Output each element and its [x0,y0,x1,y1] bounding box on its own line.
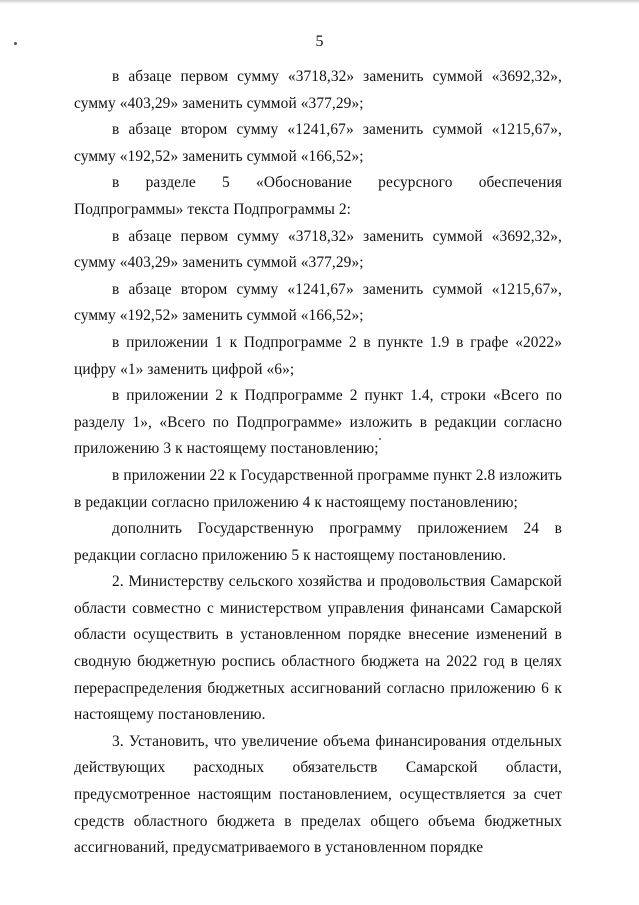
paragraph: в абзаце первом сумму «3718,32» заменить суммой «3692,32», сумму «403,29» заменить суммой «377,29»; [74,68,562,112]
paragraph: в абзаце первом сумму «3718,32» заменить суммой «3692,32», сумму «403,29» заменить суммой «377,29»; [74,227,562,272]
paragraph: 3. Установить, что увеличение объема финансирования отдельных действующих расходных обязательств Самарской области, предусмотренное настоящим постановлением, осуществляется за счет средств областного бюджета в пределах общего объема бюджетных ассигнований, предусматриваемого в установленном порядке [74,732,562,857]
paragraph: в абзаце втором сумму «1241,67» заменить суммой «1215,67», сумму «192,52» заменить суммой «166,52»; [74,121,562,165]
paragraph: 2. Министерству сельского хозяйства и продовольствия Самарской области совместно с министерством управления финансами Самарской области осуществить в установленном порядке внесение изменений в сводную бюджетную роспись областного бюджета на 2022 год в целях перераспределения бюджетных ассигнований согласно приложению 6 к настоящему постановлению. [74,573,562,724]
paragraph: в приложении 22 к Государственной программе пункт 2.8 изложить в редакции согласно приложению 4 к настоящему постановлению; [74,466,562,511]
paragraph: в приложении 1 к Подпрограмме 2 в пункте 1.9 в графе «2022» цифру «1» заменить цифрой «6»; [74,333,562,378]
document-body [74,64,562,862]
page-number: 5 [315,33,324,50]
paragraph: в абзаце втором сумму «1241,67» заменить суммой «1215,67», сумму «192,52» заменить суммой «166,52»; [74,280,562,325]
paragraph: в разделе 5 «Обоснование ресурсного обеспечения Подпрограммы» текста Подпрограммы 2: [74,174,562,218]
paragraph: в приложении 2 к Подпрограмме 2 пункт 1.4, строки «Всего по разделу 1», «Всего по Подпрограмме» изложить в редакции согласно приложению 3 к настоящему постановлению; [74,387,562,458]
paragraph: дополнить Государственную программу приложением 24 в редакции согласно приложению 5 к настоящему постановлению. [74,520,562,564]
scan-top-edge [0,0,639,4]
